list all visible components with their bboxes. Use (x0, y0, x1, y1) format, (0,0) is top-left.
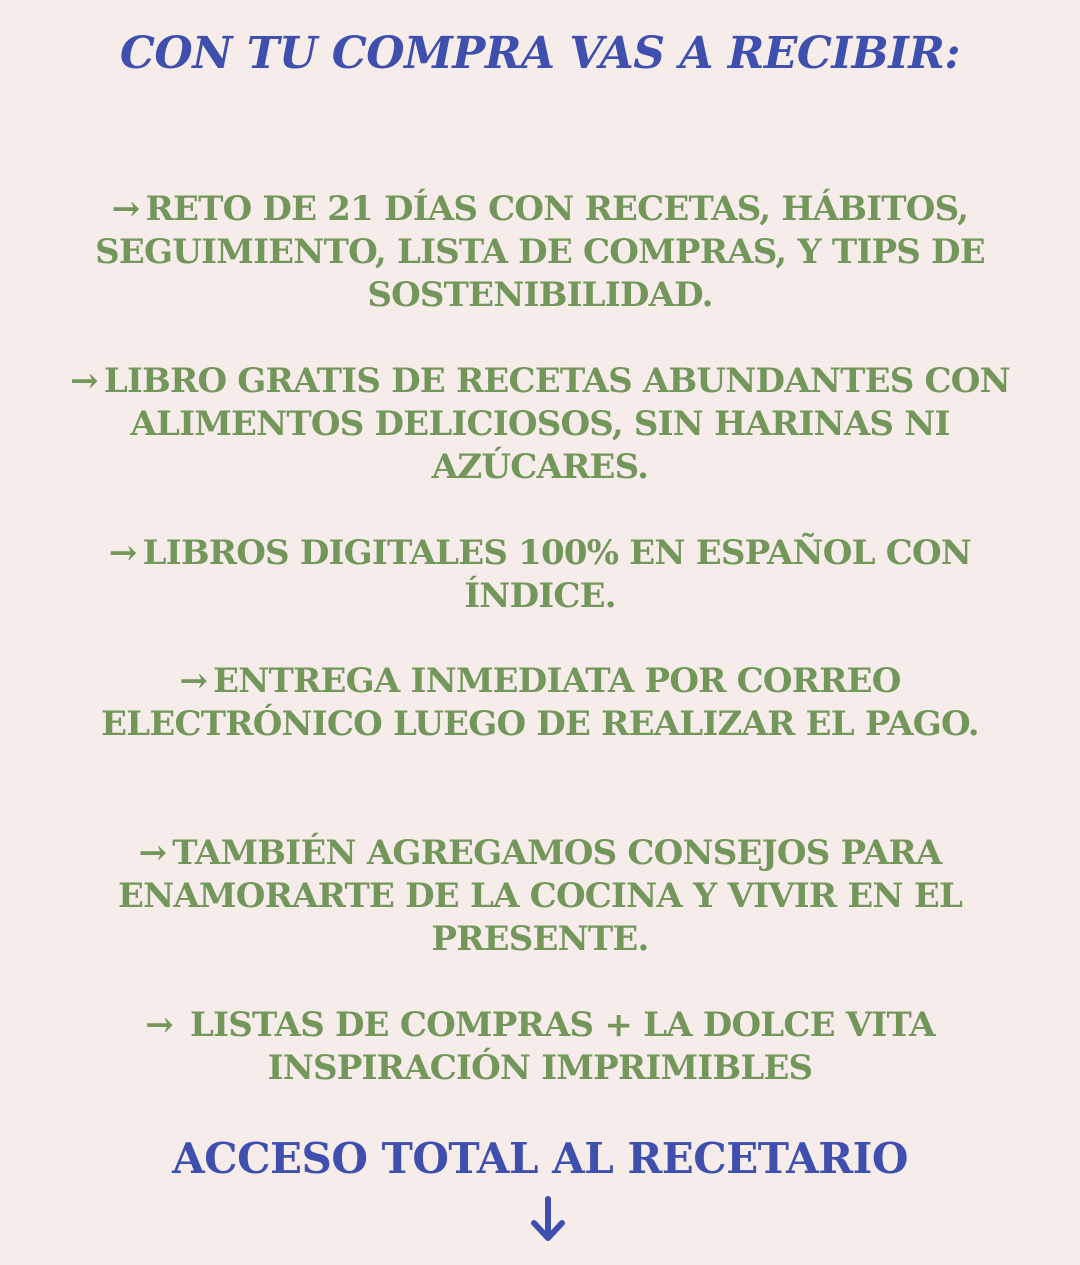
benefit-item-free-book (60, 360, 1020, 489)
arrow-down-icon (528, 1195, 568, 1245)
page-heading: CON TU COMPRA VAS A RECIBIR: (119, 28, 961, 79)
benefit-item-tips (60, 832, 1020, 961)
benefit-text: TAMBIÉN AGREGAMOS CONSEJOS PARA ENAMORARTE DE LA COCINA Y VIVIR EN EL PRESENTE. (117, 833, 963, 959)
recipe-access-title: ACCESO TOTAL AL RECETARIO (172, 1134, 908, 1183)
right-arrow-icon: → (111, 189, 140, 229)
benefit-item-delivery (60, 660, 1020, 746)
right-arrow-icon: → (138, 833, 167, 873)
benefit-text: LIBRO GRATIS DE RECETAS ABUNDANTES CON ALIMENTOS DELICIOSOS, SIN HARINAS NI AZÚCARES. (103, 361, 1010, 487)
benefit-item-digital-books (60, 532, 1020, 618)
benefit-item-printables (60, 1004, 1020, 1090)
benefit-text: LIBROS DIGITALES 100% EN ESPAÑOL CON ÍNDICE. (142, 533, 972, 616)
right-arrow-icon: → (70, 361, 98, 401)
benefit-text: LISTAS DE COMPRAS + LA DOLCE VITA INSPIRACIÓN IMPRIMIBLES (178, 1005, 935, 1088)
right-arrow-icon: → (179, 661, 208, 701)
right-arrow-icon: → (145, 1005, 173, 1045)
right-arrow-icon: → (108, 533, 137, 573)
benefit-text: ENTREGA INMEDIATA POR CORREO ELECTRÓNICO LUEGO DE REALIZAR EL PAGO. (101, 661, 979, 744)
benefit-item-challenge (60, 188, 1020, 317)
benefit-text: RETO DE 21 DÍAS CON RECETAS, HÁBITOS, SEGUIMIENTO, LISTA DE COMPRAS, Y TIPS DE SOSTENIBILIDAD. (95, 189, 985, 315)
